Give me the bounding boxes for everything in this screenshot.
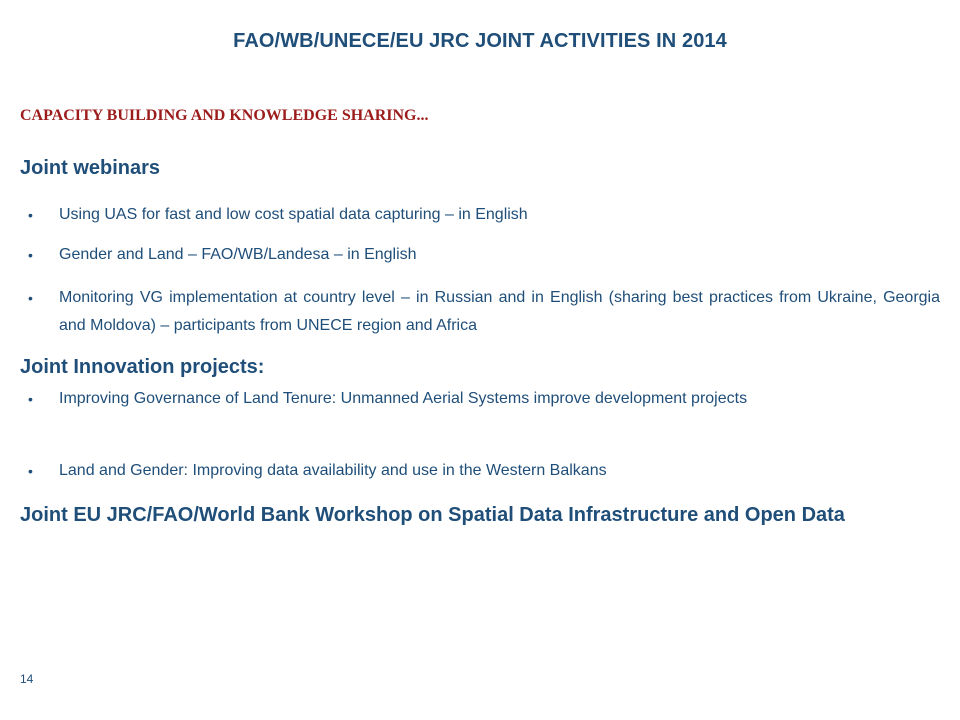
slide-subtitle: CAPACITY BUILDING AND KNOWLEDGE SHARING...	[20, 107, 429, 124]
section-heading-webinars: Joint webinars	[20, 157, 161, 179]
list-item-text: Monitoring VG implementation at country level – in Russian and in English (sharing best practices from Ukraine, Georgia and Moldova) – participants from UNECE region and Africa	[59, 289, 940, 334]
bullet-icon: •	[28, 391, 33, 407]
list-item	[20, 284, 940, 340]
list-item-text: Improving Governance of Land Tenure: Unmanned Aerial Systems improve development projects	[59, 390, 748, 407]
list-item	[20, 457, 940, 485]
slide-title: FAO/WB/UNECE/EU JRC JOINT ACTIVITIES IN 2014	[233, 30, 727, 52]
list-item	[20, 385, 940, 413]
bullet-icon: •	[28, 463, 33, 479]
list-item-text: Using UAS for fast and low cost spatial data capturing – in English	[59, 206, 528, 223]
list-item	[20, 201, 940, 229]
page-number: 14	[20, 672, 34, 686]
list-item	[20, 241, 940, 269]
bullet-icon: •	[28, 290, 33, 306]
bullet-icon: •	[28, 207, 33, 223]
section-heading-innovation: Joint Innovation projects:	[20, 356, 265, 378]
list-item-text: Gender and Land – FAO/WB/Landesa – in English	[59, 246, 417, 263]
section-heading-workshop: Joint EU JRC/FAO/World Bank Workshop on Spatial Data Infrastructure and Open Data	[20, 504, 845, 526]
list-item-text: Land and Gender: Improving data availability and use in the Western Balkans	[59, 462, 607, 479]
bullet-icon: •	[28, 247, 33, 263]
